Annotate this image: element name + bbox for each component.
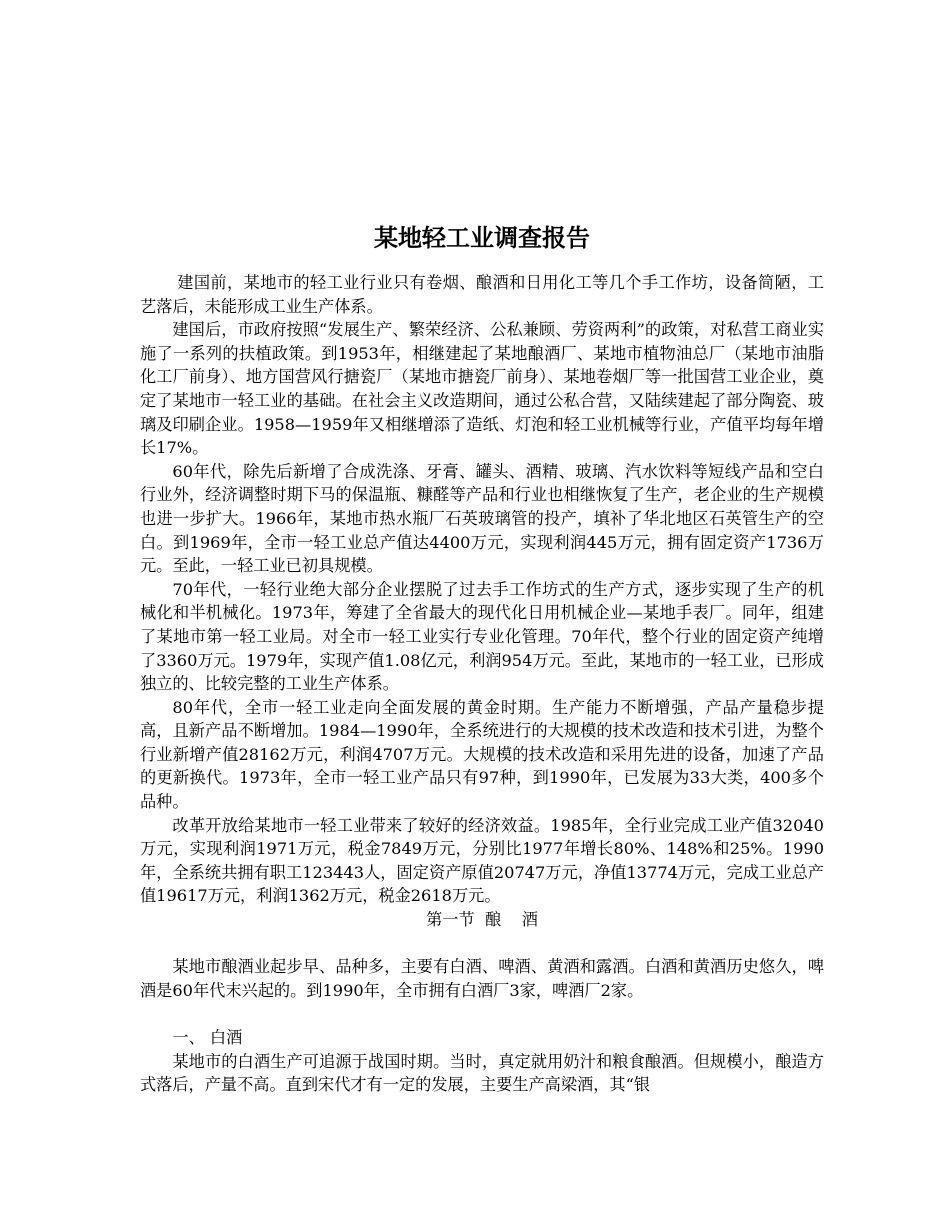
paragraph-1960s: 60年代，除先后新增了合成洗涤、牙膏、罐头、酒精、玻璃、汽水饮料等短线产品和空白行业外，经济调整时期下马的保温瓶、糠醛等产品和行业也相继恢复了生产，老企业的生产规模也进一步扩大。1966年，某地市热水瓶厂石英玻璃管的投产，填补了华北地区石英管生产的空白。到1969年，全市一轻工业总产值达4400万元，实现利润445万元，拥有固定资产1736万元。至此，一轻工业已初具规模。 xyxy=(140,461,824,576)
paragraph-1980s: 80年代，全市一轻工业走向全面发展的黄金时期。生产能力不断增强，产品产量稳步提高，且新产品不断增加。1984—1990年，全系统进行的大规模的技术改造和技术引进，为整个行业新增产值28162万元，利润4707万元。大规模的技术改造和采用先进的设备，加速了产品的更新换代。1973年，全市一轻工业产品只有97种，到1990年，已发展为33大类，400多个品种。 xyxy=(140,697,824,812)
paragraph-post-founding: 建国后，市政府按照“发展生产、繁荣经济、公私兼顾、劳资两利”的政策，对私营工商业实施了一系列的扶植政策。到1953年，相继建起了某地酿酒厂、某地市植物油总厂（某地市油脂化工厂前身）、地方国营风行搪瓷厂（某地市搪瓷厂前身）、某地卷烟厂等一批国营工业企业，奠定了某地市一轻工业的基础。在社会主义改造期间，通过公私合营，又陆续建起了部分陶瓷、玻璃及印刷企业。1958—1959年又相继增添了造纸、灯泡和轻工业机械等行业，产值平均每年增长17%。 xyxy=(140,320,824,458)
document-title: 某地轻工业调查报告 xyxy=(374,224,590,252)
paragraph-1970s: 70年代，一轻行业绝大部分企业摆脱了过去手工作坊式的生产方式，逐步实现了生产的机械化和半机械化。1973年，筹建了全省最大的现代化日用机械企业—某地手表厂。同年，组建了某地市第一轻工业局。对全市一轻工业实行专业化管理。70年代，整个行业的固定资产纯增了3360万元。1979年，实现产值1.08亿元，利润954万元。至此，某地市的一轻工业，已形成独立的、比较完整的工业生产体系。 xyxy=(140,579,824,694)
paragraph-pre-founding: 建国前，某地市的轻工业行业只有卷烟、酿酒和日用化工等几个手工作坊，设备简陋，工艺落后，未能形成工业生产体系。 xyxy=(140,273,824,316)
blank-line xyxy=(140,1002,824,1026)
subsection-heading: 一、 白酒 xyxy=(172,1028,243,1047)
section-intro-paragraph: 某地市酿酒业起步早、品种多，主要有白酒、啤酒、黄酒和露酒。白酒和黄酒历史悠久，啤酒是60年代末兴起的。到1990年，全市拥有白酒厂3家，啤酒厂2家。 xyxy=(140,957,824,1000)
paragraph-reform: 改革开放给某地市一轻工业带来了较好的经济效益。1985年，全行业完成工业产值32040万元，实现利润1971万元，税金7849万元，分别比1977年增长80%、148%和25%。1990年，全系统共拥有职工123443人，固定资产原值20747万元，净值13774万元，完成工业总产值19617万元，利润1362万元，税金2618万元。 xyxy=(140,815,824,906)
document-body xyxy=(140,222,824,1097)
section-heading: 第一节 酿 酒 xyxy=(426,910,538,930)
subsection-paragraph: 某地市的白酒生产可追源于战国时期。当时，真定就用奶汁和粮食酿酒。但规模小，酿造方式落后，产量不高。直到宋代才有一定的发展，主要生产高梁酒，其“银 xyxy=(140,1051,824,1095)
